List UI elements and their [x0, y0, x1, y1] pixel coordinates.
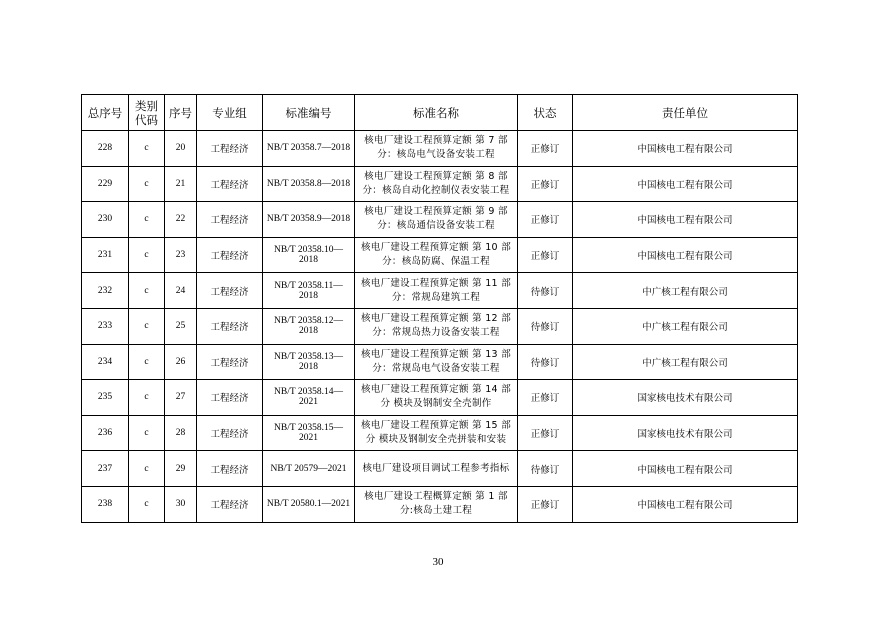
- category-code-cell: c: [129, 237, 165, 273]
- table-row: [82, 131, 798, 167]
- standard-name-cell: [355, 380, 518, 416]
- standard-name-line-1: 核电厂建设项目调试工程参考指标: [362, 462, 510, 474]
- group-cell: 工程经济: [197, 308, 263, 344]
- responsible-unit-cell: 中国核电工程有限公司: [573, 237, 798, 273]
- category-code-cell: c: [129, 380, 165, 416]
- standard-name-line-2: 分：核岛电气设备安装工程: [377, 149, 495, 161]
- table-row: [82, 451, 798, 487]
- status-cell: 正修订: [518, 131, 573, 167]
- group-cell: 工程经济: [197, 166, 263, 202]
- status-cell: 正修订: [518, 237, 573, 273]
- table-row: [82, 486, 798, 522]
- total-number-cell: 234: [82, 344, 129, 380]
- standard-name-cell: [355, 166, 518, 202]
- status-cell: 正修订: [518, 166, 573, 202]
- standard-name-line-2: 分：核岛自动化控制仪表安装工程: [362, 184, 510, 196]
- standard-name-line-1: 核电厂建设工程预算定额 第 7 部: [364, 135, 508, 147]
- total-number-cell: 228: [82, 131, 129, 167]
- standard-code-cell: NB/T 20358.13—2018: [263, 344, 355, 380]
- category-code-cell: c: [129, 131, 165, 167]
- sequence-cell: 23: [165, 237, 197, 273]
- standard-code-cell: NB/T 20579—2021: [263, 451, 355, 487]
- standard-code-cell: NB/T 20358.11—2018: [263, 273, 355, 309]
- status-cell: 正修订: [518, 202, 573, 238]
- header-status: 状态: [518, 95, 573, 131]
- standards-table: [81, 94, 798, 523]
- table-row: [82, 202, 798, 238]
- standard-name-line-2: 分：常规岛建筑工程: [391, 291, 481, 303]
- sequence-cell: 30: [165, 486, 197, 522]
- standard-name-line-1: 核电厂建设工程预算定额 第 12 部: [360, 313, 512, 325]
- table-row: [82, 308, 798, 344]
- category-code-cell: c: [129, 415, 165, 451]
- standard-name-line-1: 核电厂建设工程概算定额 第 1 部: [364, 491, 508, 503]
- responsible-unit-cell: 国家核电技术有限公司: [573, 415, 798, 451]
- standard-name-cell: [355, 308, 518, 344]
- sequence-cell: 20: [165, 131, 197, 167]
- standard-name-cell: [355, 237, 518, 273]
- standard-name-cell: [355, 273, 518, 309]
- standard-name-line-1: 核电厂建设工程预算定额 第 8 部: [364, 170, 508, 182]
- table-row: [82, 380, 798, 416]
- total-number-cell: 231: [82, 237, 129, 273]
- group-cell: 工程经济: [197, 344, 263, 380]
- responsible-unit-cell: 中国核电工程有限公司: [573, 202, 798, 238]
- standard-name-line-1: 核电厂建设工程预算定额 第 15 部: [360, 420, 512, 432]
- total-number-cell: 233: [82, 308, 129, 344]
- group-cell: 工程经济: [197, 202, 263, 238]
- status-cell: 待修订: [518, 451, 573, 487]
- sequence-cell: 24: [165, 273, 197, 309]
- group-cell: 工程经济: [197, 131, 263, 167]
- standard-code-cell: NB/T 20358.15—2021: [263, 415, 355, 451]
- sequence-cell: 21: [165, 166, 197, 202]
- category-code-cell: c: [129, 451, 165, 487]
- standard-code-cell: NB/T 20580.1—2021: [263, 486, 355, 522]
- standard-name-cell: [355, 415, 518, 451]
- status-cell: 待修订: [518, 273, 573, 309]
- status-cell: 待修订: [518, 308, 573, 344]
- total-number-cell: 230: [82, 202, 129, 238]
- standard-code-cell: NB/T 20358.8—2018: [263, 166, 355, 202]
- responsible-unit-cell: 中广核工程有限公司: [573, 308, 798, 344]
- group-cell: 工程经济: [197, 237, 263, 273]
- sequence-cell: 28: [165, 415, 197, 451]
- standard-name-line-1: 核电厂建设工程预算定额 第 11 部: [360, 277, 512, 289]
- responsible-unit-cell: 中国核电工程有限公司: [573, 486, 798, 522]
- standard-name-line-2: 分：核岛防腐、保温工程: [382, 256, 490, 268]
- table-row: [82, 237, 798, 273]
- category-code-cell: c: [129, 166, 165, 202]
- total-number-cell: 238: [82, 486, 129, 522]
- standard-name-line-2: 分 模块及钢制安全壳拼装和安装: [365, 434, 507, 446]
- table-row: [82, 166, 798, 202]
- standard-name-line-1: 核电厂建设工程预算定额 第 9 部: [364, 206, 508, 218]
- responsible-unit-cell: 中国核电工程有限公司: [573, 166, 798, 202]
- standard-name-line-2: 分：常规岛热力设备安装工程: [372, 327, 500, 339]
- table-row: [82, 344, 798, 380]
- sequence-cell: 29: [165, 451, 197, 487]
- standard-name-line-2: 分:核岛土建工程: [399, 505, 473, 517]
- standard-code-cell: NB/T 20358.14—2021: [263, 380, 355, 416]
- status-cell: 待修订: [518, 344, 573, 380]
- standard-name-line-2: 分：核岛通信设备安装工程: [377, 220, 495, 232]
- page-number: 30: [432, 556, 444, 568]
- category-code-cell: c: [129, 308, 165, 344]
- standard-name-cell: [355, 131, 518, 167]
- standard-name-cell: [355, 451, 518, 487]
- standard-name-cell: [355, 202, 518, 238]
- group-cell: 工程经济: [197, 380, 263, 416]
- group-cell: 工程经济: [197, 415, 263, 451]
- group-cell: 工程经济: [197, 273, 263, 309]
- group-cell: 工程经济: [197, 486, 263, 522]
- responsible-unit-cell: 中广核工程有限公司: [573, 344, 798, 380]
- standard-code-cell: NB/T 20358.9—2018: [263, 202, 355, 238]
- header-standard-name: 标准名称: [355, 95, 518, 131]
- header-group: 专业组: [197, 95, 263, 131]
- responsible-unit-cell: 中国核电工程有限公司: [573, 451, 798, 487]
- responsible-unit-cell: 中广核工程有限公司: [573, 273, 798, 309]
- sequence-cell: 27: [165, 380, 197, 416]
- header-category-code: 类别代码: [129, 95, 165, 131]
- responsible-unit-cell: 中国核电工程有限公司: [573, 131, 798, 167]
- standard-name-line-1: 核电厂建设工程预算定额 第 10 部: [360, 242, 512, 254]
- standard-code-cell: NB/T 20358.12—2018: [263, 308, 355, 344]
- header-total-number: 总序号: [82, 95, 129, 131]
- header-responsible-unit: 责任单位: [573, 95, 798, 131]
- standard-name-line-1: 核电厂建设工程预算定额 第 13 部: [360, 348, 512, 360]
- status-cell: 正修订: [518, 380, 573, 416]
- sequence-cell: 22: [165, 202, 197, 238]
- header-row: [82, 95, 798, 131]
- total-number-cell: 229: [82, 166, 129, 202]
- sequence-cell: 25: [165, 308, 197, 344]
- total-number-cell: 237: [82, 451, 129, 487]
- category-code-cell: c: [129, 344, 165, 380]
- category-code-cell: c: [129, 486, 165, 522]
- status-cell: 正修订: [518, 415, 573, 451]
- total-number-cell: 236: [82, 415, 129, 451]
- standard-name-cell: [355, 344, 518, 380]
- category-code-cell: c: [129, 202, 165, 238]
- table-body: [82, 131, 798, 523]
- standard-code-cell: NB/T 20358.10—2018: [263, 237, 355, 273]
- total-number-cell: 232: [82, 273, 129, 309]
- sequence-cell: 26: [165, 344, 197, 380]
- responsible-unit-cell: 国家核电技术有限公司: [573, 380, 798, 416]
- standard-name-cell: [355, 486, 518, 522]
- group-cell: 工程经济: [197, 451, 263, 487]
- standard-name-line-2: 分 模块及钢制安全壳制作: [380, 398, 492, 410]
- standard-name-line-1: 核电厂建设工程预算定额 第 14 部: [360, 384, 512, 396]
- standard-name-line-2: 分：常规岛电气设备安装工程: [372, 362, 500, 374]
- category-code-cell: c: [129, 273, 165, 309]
- table-row: [82, 273, 798, 309]
- status-cell: 正修订: [518, 486, 573, 522]
- total-number-cell: 235: [82, 380, 129, 416]
- standard-code-cell: NB/T 20358.7—2018: [263, 131, 355, 167]
- header-standard-code: 标准编号: [263, 95, 355, 131]
- header-sequence: 序号: [165, 95, 197, 131]
- table-row: [82, 415, 798, 451]
